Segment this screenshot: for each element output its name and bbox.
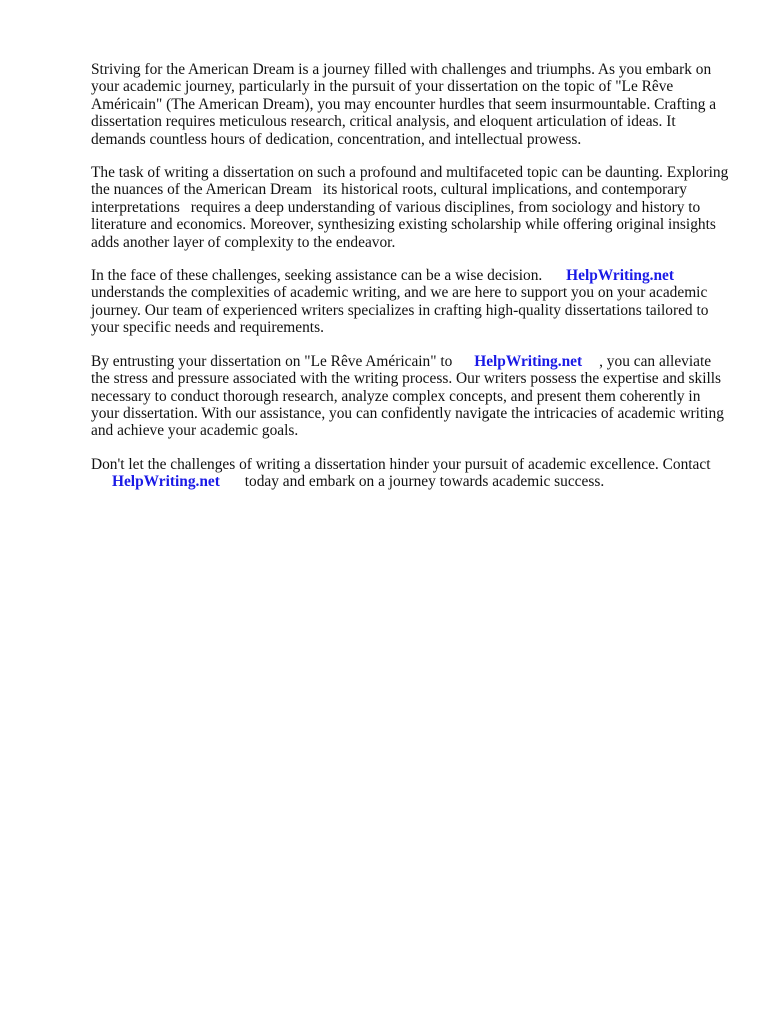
paragraph-5 <box>91 456 729 491</box>
paragraph-3-text-a: In the face of these challenges, seeking assistance can be a wise decision. <box>91 267 543 285</box>
paragraph-3-text-b: understands the complexities of academic writing, and we are here to support you on your academic journey. Our team of experienced writers specializes in crafting high-quality dissertations tailored to your specific needs and requirements. <box>91 284 709 337</box>
paragraph-4-text-a: By entrusting your dissertation on "Le Rêve Américain" to <box>91 352 453 370</box>
paragraph-4-text-b: , you can alleviate the stress and pressure associated with the writing process. Our writers possess the expertise and skills necessary to conduct thorough research, analyze complex concepts, and present them coherently in your dissertation. With our assistance, you can confidently navigate the intricacies of academic writing and achieve your academic goals. <box>91 352 724 440</box>
helpwriting-link-1[interactable]: HelpWriting.net <box>566 267 675 285</box>
document-body <box>91 61 729 507</box>
paragraph-2 <box>91 164 729 251</box>
helpwriting-link-3[interactable]: HelpWriting.net <box>112 473 220 491</box>
paragraph-1 <box>91 61 729 148</box>
paragraph-5-text-a: Don't let the challenges of writing a dissertation hinder your pursuit of academic excellence. Contact <box>91 455 711 473</box>
paragraph-2-text-b: its historical roots, cultural implications, and contemporary interpretations <box>91 181 687 216</box>
paragraph-2-text-c: requires a deep understanding of various disciplines, from sociology and history to literature and economics. Moreover, synthesizing existing scholarship while offering original insights adds another layer of complexity to the endeavor. <box>91 198 716 251</box>
paragraph-2-text-a: The task of writing a dissertation on such a profound and multifaceted topic can be daunting. Exploring the nuances of the American Dream <box>91 164 729 199</box>
helpwriting-link-2[interactable]: HelpWriting.net <box>474 352 583 370</box>
paragraph-3 <box>91 267 729 337</box>
paragraph-5-text-b: today and embark on a journey towards academic success. <box>244 473 605 491</box>
paragraph-4 <box>91 353 729 440</box>
paragraph-1-text: Striving for the American Dream is a journey filled with challenges and triumphs. As you embark on your academic journey, particularly in the pursuit of your dissertation on the topic of "Le Rêve Américain" (The American Dream), you may encounter hurdles that seem insurmountable. Crafting a dissertation requires meticulous research, critical analysis, and eloquent articulation of ideas. It demands countless hours of dedication, concentration, and intellectual prowess. <box>91 61 717 148</box>
